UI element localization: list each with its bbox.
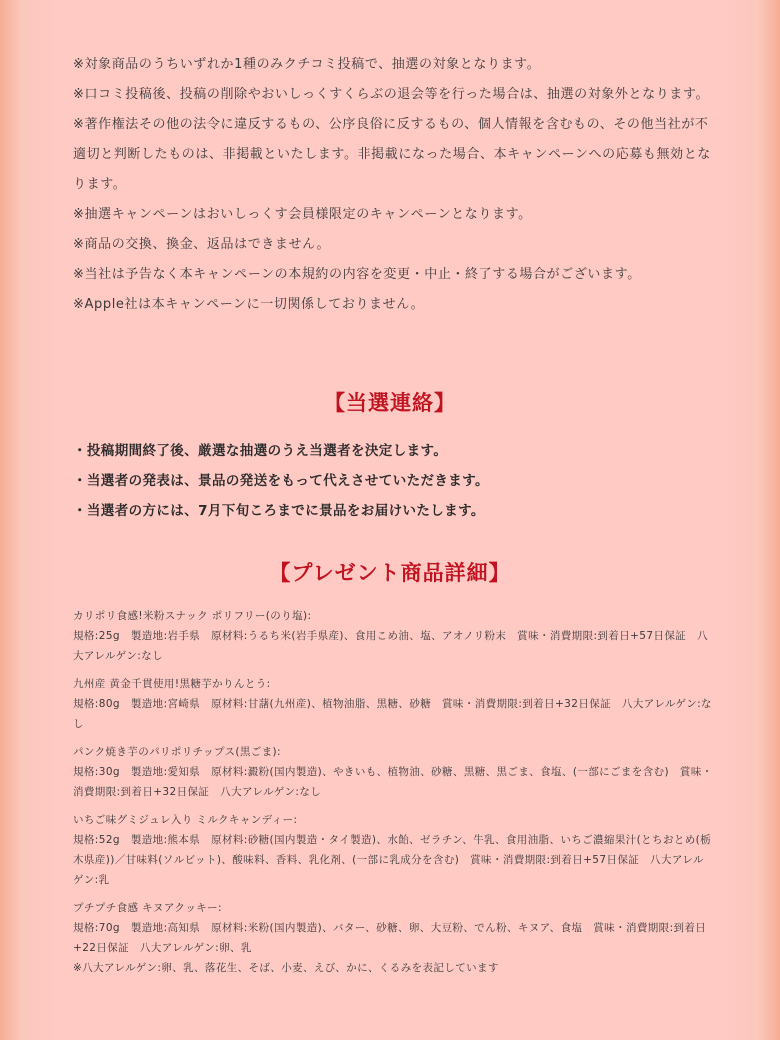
product-list <box>73 606 713 986</box>
product-item <box>73 742 713 802</box>
winner-notice-item: ・投稿期間終了後、厳選な抽選のうえ当選者を決定します。 <box>73 443 448 459</box>
note-item: ※抽選キャンペーンはおいしっくす会員様限定のキャンペーンとなります。 <box>73 207 532 222</box>
product-spec: 規格:25g 製造地:岩手県 原材料:うるち米(岩手県産)、食用こめ油、塩、アオノリ粉末 賞味・消費期限:到着日+57日保証 八大アレルゲン:なし <box>73 630 708 662</box>
product-spec: 規格:80g 製造地:宮崎県 原材料:甘藷(九州産)、植物油脂、黒糖、砂糖 賞味・消費期限:到着日+32日保証 八大アレルゲン:なし <box>73 698 712 730</box>
winner-notice-list <box>73 436 713 526</box>
product-spec: 規格:52g 製造地:熊本県 原材料:砂糖(国内製造・タイ製造)、水飴、ゼラチン、牛乳、食用油脂、いちご濃縮果汁(とちおとめ(栃木県産))／甘味料(ソルビット)、酸味料、香料、乳化剤、(一部に乳成分を含む) 賞味・消費期限:到着日+57日保証 八大アレルゲン:乳 <box>73 834 712 886</box>
product-spec: 規格:70g 製造地:高知県 原材料:米粉(国内製造)、バター、砂糖、卵、大豆粉、でん粉、キヌア、食塩 賞味・消費期限:到着日+22日保証 八大アレルゲン:卵、乳 <box>73 922 707 954</box>
product-item <box>73 606 713 666</box>
product-spec: 規格:30g 製造地:愛知県 原材料:澱粉(国内製造)、やきいも、植物油、砂糖、黒糖、黒ごま、食塩、(一部にごまを含む) 賞味・消費期限:到着日+32日保証 八大アレルゲン:なし <box>73 766 713 798</box>
product-name: いちご味グミジュレ入り ミルクキャンディー: <box>73 814 298 826</box>
note-item: ※当社は予告なく本キャンペーンの本規約の内容を変更・中止・終了する場合がございます。 <box>73 267 641 282</box>
product-item <box>73 898 713 978</box>
present-details-heading: 【プレゼント商品詳細】 <box>269 561 511 585</box>
product-name: カリポリ食感!米粉スナック ポリフリー(のり塩): <box>73 610 312 622</box>
note-item: ※商品の交換、換金、返品はできません。 <box>73 237 331 252</box>
winner-notice-item: ・当選者の発表は、景品の発送をもって代えさせていただきます。 <box>73 473 489 489</box>
campaign-notes <box>73 50 713 320</box>
product-name: 九州産 黄金千貫使用!黒糖芋かりんとう: <box>73 678 271 690</box>
product-item <box>73 674 713 734</box>
winner-notice-item: ・当選者の方には、7月下旬ころまでに景品をお届けいたします。 <box>73 503 485 519</box>
allergen-note: ※八大アレルゲン:卵、乳、落花生、そば、小麦、えび、かに、くるみを表記しています <box>73 962 499 974</box>
note-item: ※口コミ投稿後、投稿の削除やおいしっくすくらぶの退会等を行った場合は、抽選の対象外となります。 <box>73 87 710 102</box>
note-item: ※Apple社は本キャンペーンに一切関係しておりません。 <box>73 297 425 312</box>
note-item: ※著作権法その他の法令に違反するもの、公序良俗に反するもの、個人情報を含むもの、その他当社が不適切と判断したものは、非掲載といたします。非掲載になった場合、本キャンペーンへの応募も無効となります。 <box>73 117 711 192</box>
winner-notice-heading: 【当選連絡】 <box>324 391 456 415</box>
note-item: ※対象商品のうちいずれか1種のみクチコミ投稿で、抽選の対象となります。 <box>73 57 541 72</box>
product-name: プチプチ食感 キヌアクッキー: <box>73 902 222 914</box>
product-item <box>73 810 713 890</box>
product-name: パンク焼き芋のパリポリチップス(黒ごま): <box>73 746 281 758</box>
